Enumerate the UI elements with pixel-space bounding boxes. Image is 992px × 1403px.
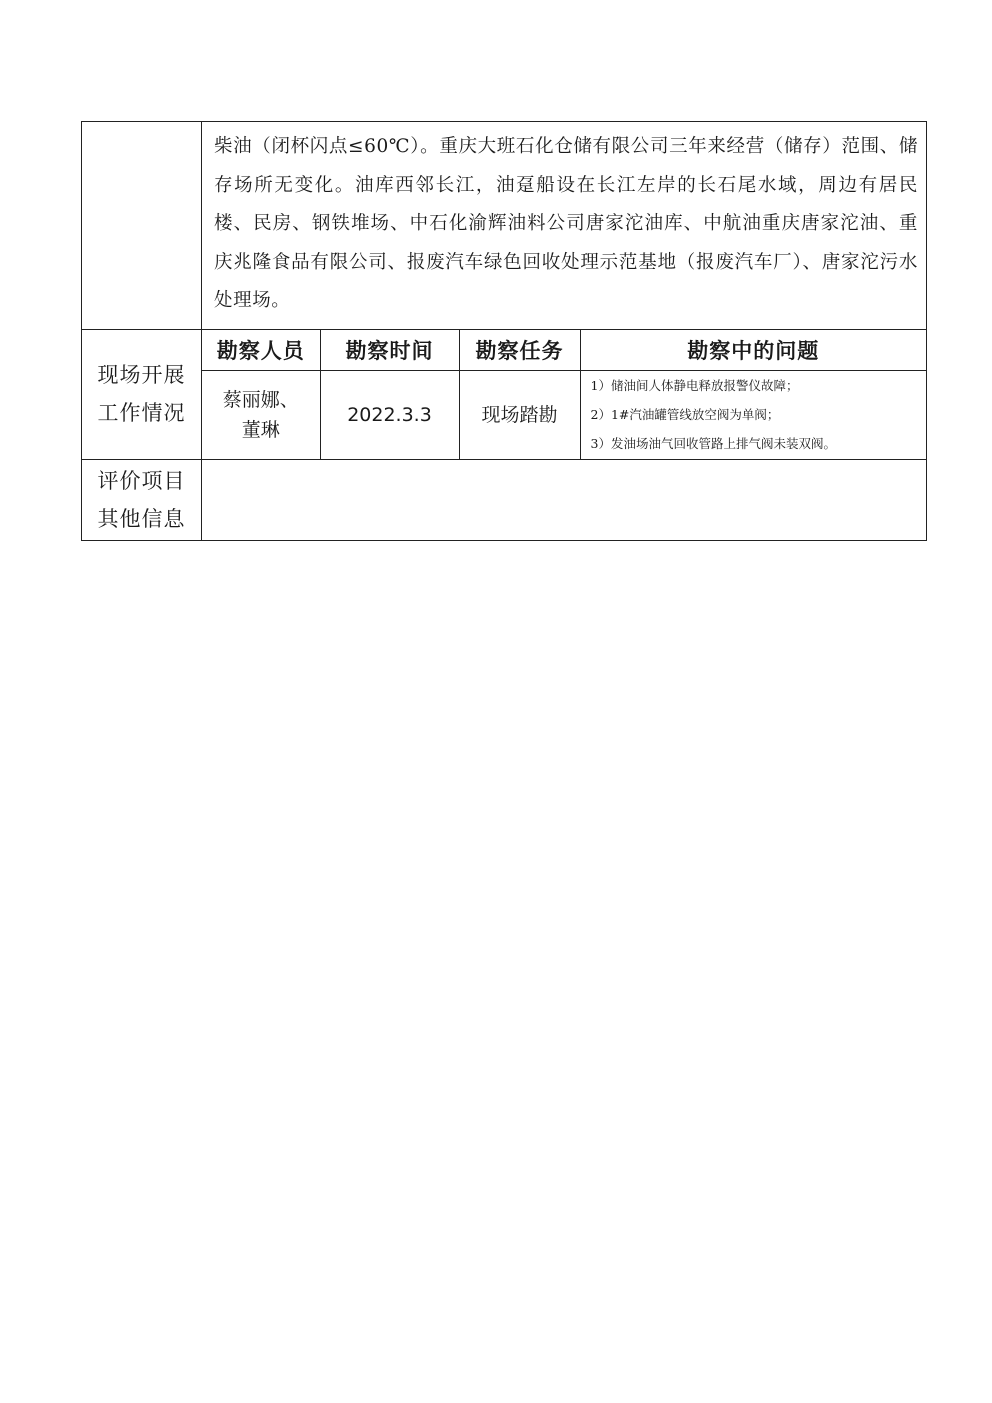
description-text: 柴油（闭杯闪点≤60℃）。重庆大班石化仓储有限公司三年来经营（储存）范围、储存场所无变化。油库西邻长江，油趸船设在长江左岸的长石尾水域，周边有居民楼、民房、钢铁堆场、中石化渝辉油料公司唐家沱油库、中航油重庆唐家沱油、重庆兆隆食品有限公司、报废汽车绿色回收处理示范基地（报废汽车厂）、唐家沱污水处理场。	[214, 136, 918, 311]
survey-personnel-line2: 董琳	[241, 418, 280, 441]
header-time: 勘察时间	[320, 330, 459, 371]
survey-personnel	[202, 370, 320, 459]
header-issues: 勘察中的问题	[580, 330, 926, 371]
header-personnel: 勘察人员	[202, 330, 320, 371]
work-status-label	[82, 329, 202, 459]
description-label-cell	[82, 122, 202, 330]
survey-issues	[580, 370, 926, 459]
work-status-row	[82, 329, 927, 459]
other-info-content	[202, 459, 927, 540]
header-task: 勘察任务	[459, 330, 580, 371]
other-info-label-line1: 评价项目	[97, 468, 186, 493]
survey-data-row	[202, 370, 926, 459]
issue-item: 3）发油场油气回收管路上排气阀未装双阀。	[590, 436, 836, 451]
issue-item: 1）储油间人体静电释放报警仪故障；	[590, 378, 799, 393]
work-status-label-line2: 工作情况	[97, 401, 186, 425]
survey-table-cell	[202, 329, 927, 459]
survey-header-row	[202, 330, 926, 371]
survey-table	[202, 330, 926, 459]
evaluation-info-table	[81, 121, 927, 541]
description-cell	[202, 122, 927, 330]
work-status-label-line1: 现场开展	[97, 363, 186, 387]
description-row	[82, 122, 927, 330]
other-info-row	[82, 459, 927, 540]
issue-item: 2）1#汽油罐管线放空阀为单阀；	[590, 407, 780, 422]
other-info-label-line2: 其他信息	[97, 506, 186, 531]
survey-time: 2022.3.3	[320, 370, 459, 459]
other-info-label	[82, 459, 202, 540]
survey-task: 现场踏勘	[459, 370, 580, 459]
survey-personnel-line1: 蔡丽娜、	[222, 388, 299, 411]
